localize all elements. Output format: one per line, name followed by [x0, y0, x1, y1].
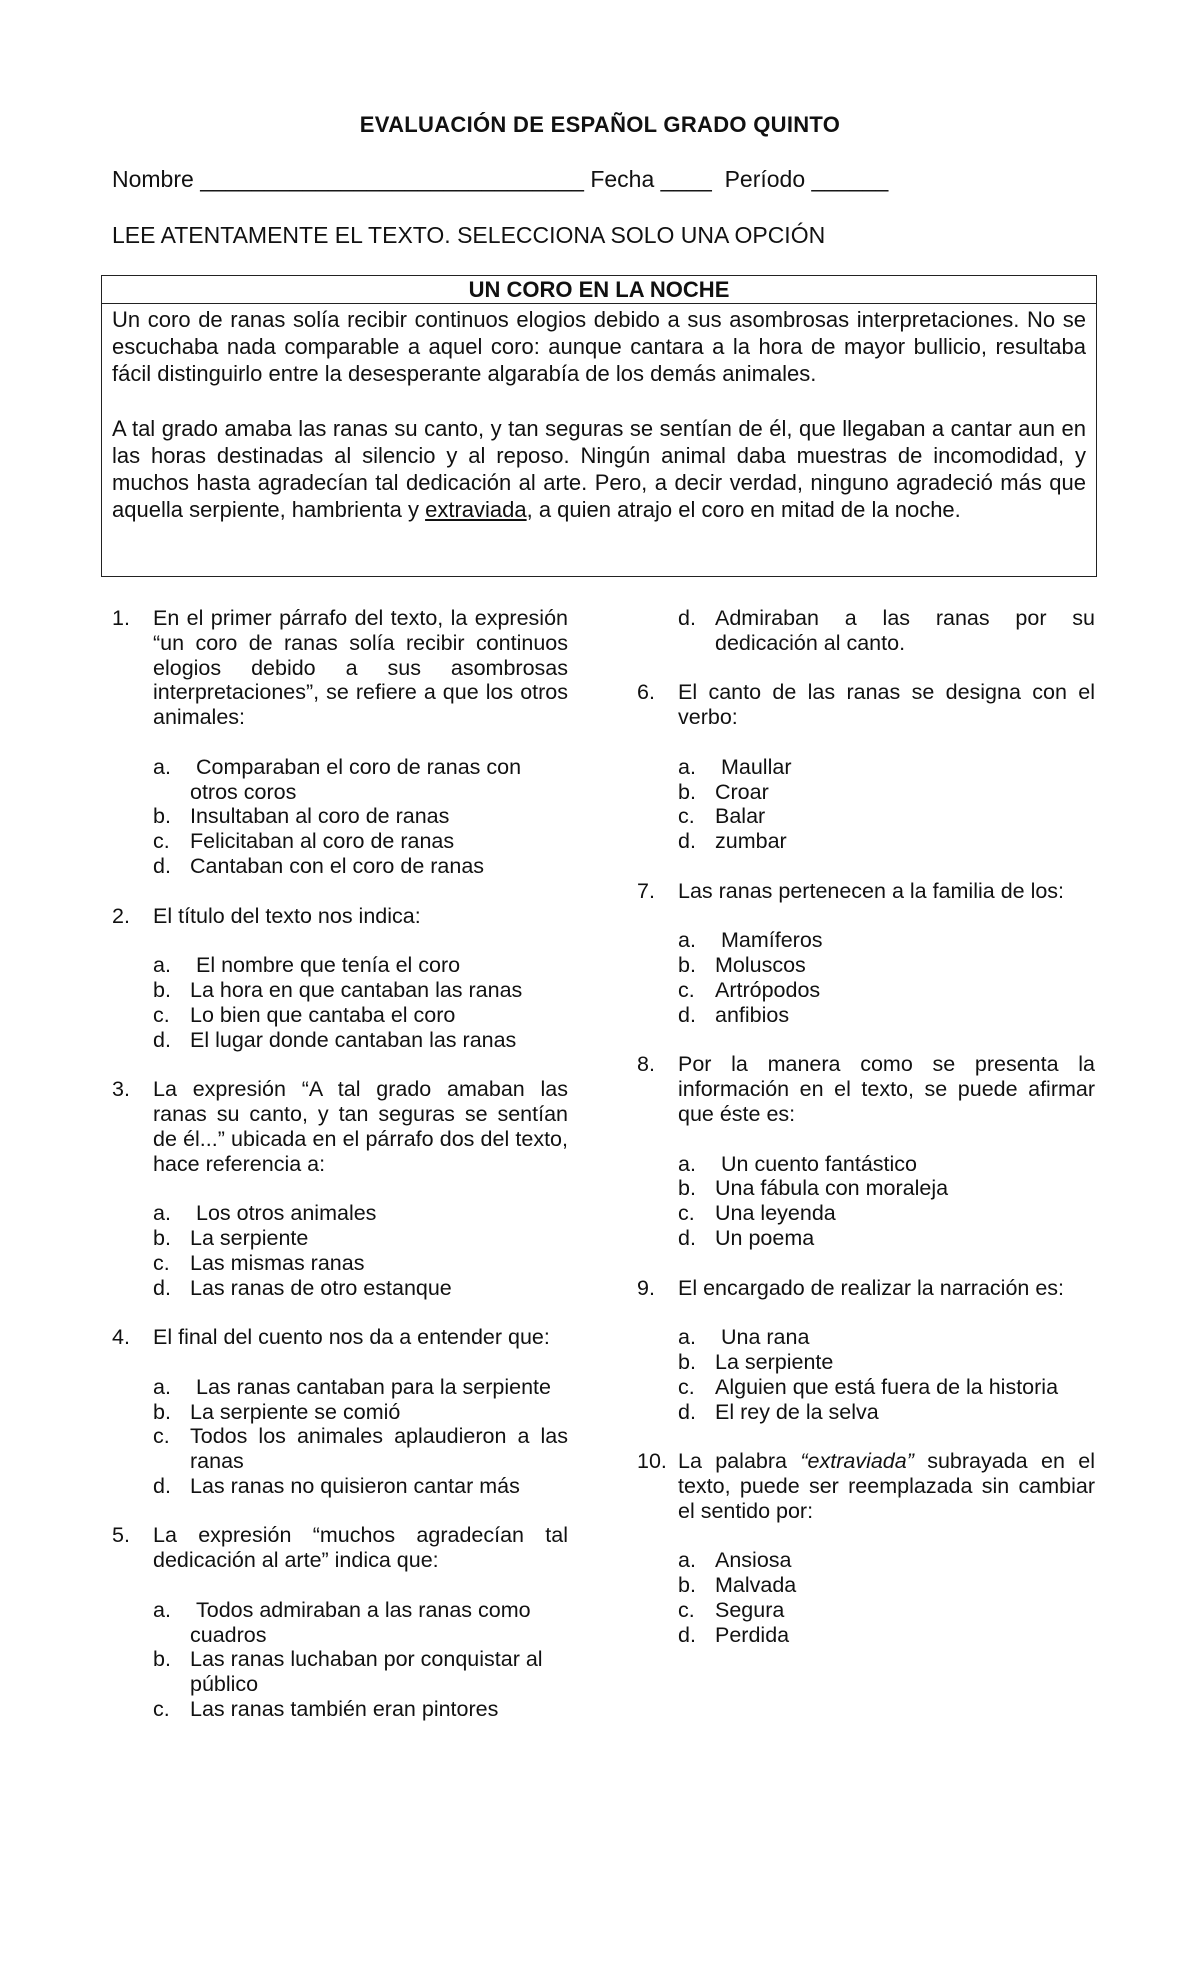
option-text: Malvada — [715, 1573, 797, 1598]
option-text: Las ranas cantaban para la serpiente — [190, 1374, 551, 1399]
options-list — [678, 1152, 1095, 1251]
option-text: Las ranas de otro estanque — [190, 1275, 452, 1300]
option-letter: c. — [153, 1250, 170, 1275]
option-a[interactable] — [678, 1548, 1095, 1573]
option-letter: c. — [678, 1374, 695, 1399]
option-a[interactable] — [678, 928, 1095, 953]
options-list — [153, 755, 568, 879]
options-list — [678, 1548, 1095, 1647]
option-c[interactable] — [153, 1251, 568, 1276]
reading-text-box — [101, 275, 1097, 577]
option-text: Comparaban el coro de ranas con otros coros — [190, 754, 528, 804]
option-letter: c. — [678, 1201, 695, 1226]
question-stem: Las ranas pertenecen a la familia de los: — [678, 878, 1065, 903]
options-list — [153, 1201, 568, 1300]
option-text: Lo bien que cantaba el coro — [190, 1002, 456, 1027]
option-text: Moluscos — [715, 953, 806, 978]
option-text: La serpiente se comió — [190, 1399, 401, 1424]
question-number: 4. — [112, 1325, 130, 1350]
option-letter: c. — [153, 1002, 170, 1027]
question-stem: El canto de las ranas se designa con el verbo: — [678, 680, 1095, 730]
stem-text: subrayada en el texto, puede ser reemplazada sin cambiar el sentido por: — [678, 1449, 1101, 1523]
options-list — [153, 1598, 568, 1722]
option-a[interactable] — [153, 1598, 568, 1648]
option-d[interactable] — [678, 1400, 1095, 1425]
option-text: Una rana — [715, 1325, 810, 1350]
option-text: Una fábula con moraleja — [715, 1176, 949, 1201]
option-text: Segura — [715, 1597, 785, 1622]
option-text: Los otros animales — [190, 1201, 377, 1226]
option-letter: a. — [678, 1548, 696, 1573]
option-letter: a. — [678, 754, 696, 779]
option-text: Las ranas luchaban por conquistar al público — [190, 1647, 543, 1697]
reading-paragraph-2 — [112, 415, 1086, 524]
option-text: Un cuento fantástico — [715, 1151, 917, 1176]
stem-italic-word: “extraviada” — [800, 1449, 914, 1474]
question-7 — [637, 879, 1095, 1028]
reading-title: UN CORO EN LA NOCHE — [102, 276, 1096, 304]
option-letter: b. — [678, 1349, 696, 1374]
question-number: 8. — [637, 1052, 655, 1077]
option-letter: b. — [153, 1399, 171, 1424]
option-d[interactable] — [678, 1226, 1095, 1251]
option-letter: c. — [678, 804, 695, 829]
question-stem: La expresión “muchos agradecían tal dedicación al arte” indica que: — [153, 1523, 568, 1573]
option-b[interactable] — [678, 953, 1095, 978]
option-d[interactable] — [153, 854, 568, 879]
option-letter: a. — [153, 1201, 171, 1226]
option-letter: d. — [678, 1225, 696, 1250]
option-letter: d. — [153, 853, 171, 878]
question-stem: Por la manera como se presenta la información en el texto, se puede afirmar que éste es: — [678, 1052, 1095, 1126]
option-text: Las ranas no quisieron cantar más — [190, 1473, 520, 1498]
option-text: Un poema — [715, 1225, 815, 1250]
option-c[interactable] — [678, 804, 1095, 829]
option-b[interactable] — [153, 1226, 568, 1251]
questions-left-column — [112, 606, 568, 1747]
option-d[interactable] — [637, 606, 1095, 656]
option-letter: d. — [678, 1622, 696, 1647]
option-text: Cantaban con el coro de ranas — [190, 853, 485, 878]
option-letter: d. — [678, 606, 696, 630]
option-text: Ansiosa — [715, 1548, 792, 1573]
reading-text: A tal grado amaba las ranas su canto, y tan seguras se sentían de él, que llegaban a cantar aun en las horas destinadas al silencio y al reposo. Ningún animal daba muestras de incomodidad, y muchos hasta agradecían tal dedicación al arte. Pero, a decir verdad, ninguno agradeció más que aquella serpiente, hambrienta y — [112, 415, 1086, 523]
options-list — [153, 953, 568, 1052]
question-10 — [637, 1449, 1101, 1647]
option-c[interactable] — [678, 1201, 1095, 1226]
question-number: 9. — [637, 1275, 655, 1300]
question-number: 7. — [637, 878, 655, 903]
option-c[interactable] — [153, 1424, 568, 1474]
option-letter: d. — [153, 1027, 171, 1052]
question-stem: El título del texto nos indica: — [153, 903, 421, 928]
option-a[interactable] — [678, 1152, 1095, 1177]
option-text: Alguien que está fuera de la historia — [715, 1374, 1059, 1399]
option-letter: a. — [678, 1325, 696, 1350]
option-text: Insultaban al coro de ranas — [190, 804, 450, 829]
option-text: Todos admiraban a las ranas como cuadros — [190, 1597, 537, 1647]
question-number: 10. — [637, 1449, 667, 1474]
question-1 — [112, 606, 568, 879]
options-list — [678, 1325, 1095, 1424]
option-letter: d. — [153, 1275, 171, 1300]
option-text: Balar — [715, 804, 766, 829]
instructions: LEE ATENTAMENTE EL TEXTO. SELECCIONA SOLO UNA OPCIÓN — [112, 222, 826, 248]
option-d[interactable] — [153, 1276, 568, 1301]
option-letter: b. — [678, 953, 696, 978]
option-letter: a. — [153, 953, 171, 978]
option-letter: a. — [678, 1151, 696, 1176]
reading-paragraph-1: Un coro de ranas solía recibir continuos elogios debido a sus asombrosas interpretaciones. No se escuchaba nada comparable a aquel coro: aunque cantara a la hora de mayor bullicio, resultaba fácil distinguirlo entre la desesperante algarabía de los demás animales. — [112, 307, 1086, 387]
option-text: Las ranas también eran pintores — [190, 1697, 499, 1722]
option-b[interactable] — [153, 978, 568, 1003]
option-d[interactable] — [678, 829, 1095, 854]
option-d[interactable] — [153, 1474, 568, 1499]
option-b[interactable] — [678, 1573, 1095, 1598]
question-stem — [678, 1449, 1101, 1523]
option-letter: a. — [153, 1374, 171, 1399]
option-text: Las mismas ranas — [190, 1250, 365, 1275]
options-list — [678, 755, 1095, 854]
question-number: 5. — [112, 1523, 130, 1548]
option-letter: d. — [678, 1399, 696, 1424]
option-a[interactable] — [153, 953, 568, 978]
question-stem: La expresión “A tal grado amaban las ranas su canto, y tan seguras se sentían de él...” ubicada en el párrafo dos del texto, hace referencia a: — [153, 1077, 568, 1176]
option-a[interactable] — [678, 755, 1095, 780]
option-b[interactable] — [153, 1400, 568, 1425]
option-text: Mamíferos — [715, 928, 823, 953]
option-text: Croar — [715, 779, 769, 804]
question-number: 3. — [112, 1077, 130, 1102]
option-letter: c. — [678, 977, 695, 1002]
option-text: Perdida — [715, 1622, 790, 1647]
option-letter: b. — [153, 1225, 171, 1250]
option-letter: c. — [153, 1424, 170, 1449]
question-6 — [637, 680, 1095, 854]
option-b[interactable] — [678, 780, 1095, 805]
option-letter: a. — [153, 754, 171, 779]
option-text: Admiraban a las ranas por su dedicación al canto. — [715, 606, 1095, 655]
student-info-line: Nombre ______________________________ Fecha ____ Período ______ — [112, 166, 889, 192]
option-letter: d. — [678, 829, 696, 854]
option-text: El lugar donde cantaban las ranas — [190, 1027, 517, 1052]
option-letter: a. — [153, 1597, 171, 1622]
option-text: La hora en que cantaban las ranas — [190, 977, 523, 1002]
question-4 — [112, 1325, 568, 1499]
option-letter: c. — [153, 1697, 170, 1722]
option-letter: b. — [678, 1176, 696, 1201]
option-text: La serpiente — [190, 1225, 309, 1250]
option-text: Artrópodos — [715, 977, 821, 1002]
option-letter: b. — [678, 779, 696, 804]
option-c[interactable] — [153, 1003, 568, 1028]
questions-right-column — [637, 606, 1101, 1672]
option-a[interactable] — [153, 755, 568, 805]
option-text: Una leyenda — [715, 1201, 836, 1226]
option-c[interactable] — [678, 1598, 1095, 1623]
options-list — [153, 1375, 568, 1499]
question-number: 2. — [112, 903, 130, 928]
option-c[interactable] — [678, 978, 1095, 1003]
option-letter: b. — [153, 804, 171, 829]
option-letter: d. — [678, 1002, 696, 1027]
question-stem: El final del cuento nos da a entender que: — [153, 1325, 550, 1350]
reading-body — [102, 304, 1096, 523]
option-text: anfibios — [715, 1002, 790, 1027]
option-text: zumbar — [715, 829, 787, 854]
option-d[interactable] — [153, 1028, 568, 1053]
option-a[interactable] — [678, 1325, 1095, 1350]
option-text: Felicitaban al coro de ranas — [190, 829, 455, 854]
option-text: El nombre que tenía el coro — [190, 953, 461, 978]
option-a[interactable] — [153, 1201, 568, 1226]
page-title: EVALUACIÓN DE ESPAÑOL GRADO QUINTO — [359, 112, 841, 137]
question-stem: En el primer párrafo del texto, la expresión “un coro de ranas solía recibir continuos elogios debido a sus asombrosas interpretaciones”, se refiere a que los otros animales: — [153, 606, 568, 730]
option-c[interactable] — [153, 1697, 568, 1722]
option-d[interactable] — [678, 1623, 1095, 1648]
option-b[interactable] — [678, 1176, 1095, 1201]
option-letter: b. — [153, 1647, 171, 1672]
option-text: El rey de la selva — [715, 1399, 879, 1424]
options-list — [678, 928, 1095, 1027]
reading-text: , a quien atrajo el coro en mitad de la noche. — [526, 497, 961, 523]
option-letter: c. — [678, 1597, 695, 1622]
option-text: Maullar — [715, 754, 792, 779]
option-text: Todos los animales aplaudieron a las ranas — [190, 1424, 568, 1474]
question-stem: El encargado de realizar la narración es: — [678, 1275, 1065, 1300]
option-a[interactable] — [153, 1375, 568, 1400]
option-letter: b. — [153, 977, 171, 1002]
question-2 — [112, 904, 568, 1053]
option-letter: c. — [153, 829, 170, 854]
option-letter: a. — [678, 928, 696, 953]
question-8 — [637, 1052, 1095, 1250]
question-number: 6. — [637, 680, 655, 705]
option-text: La serpiente — [715, 1349, 834, 1374]
question-9 — [637, 1276, 1095, 1425]
question-3 — [112, 1077, 568, 1300]
stem-text: La palabra — [678, 1449, 801, 1474]
option-b[interactable] — [153, 1647, 568, 1697]
option-c[interactable] — [153, 829, 568, 854]
option-letter: b. — [678, 1573, 696, 1598]
question-number: 1. — [112, 606, 130, 630]
option-c[interactable] — [678, 1375, 1095, 1400]
option-b[interactable] — [153, 804, 568, 829]
question-5 — [112, 1523, 568, 1721]
underlined-word: extraviada — [425, 497, 527, 523]
option-b[interactable] — [678, 1350, 1095, 1375]
option-letter: d. — [153, 1473, 171, 1498]
option-d[interactable] — [678, 1003, 1095, 1028]
